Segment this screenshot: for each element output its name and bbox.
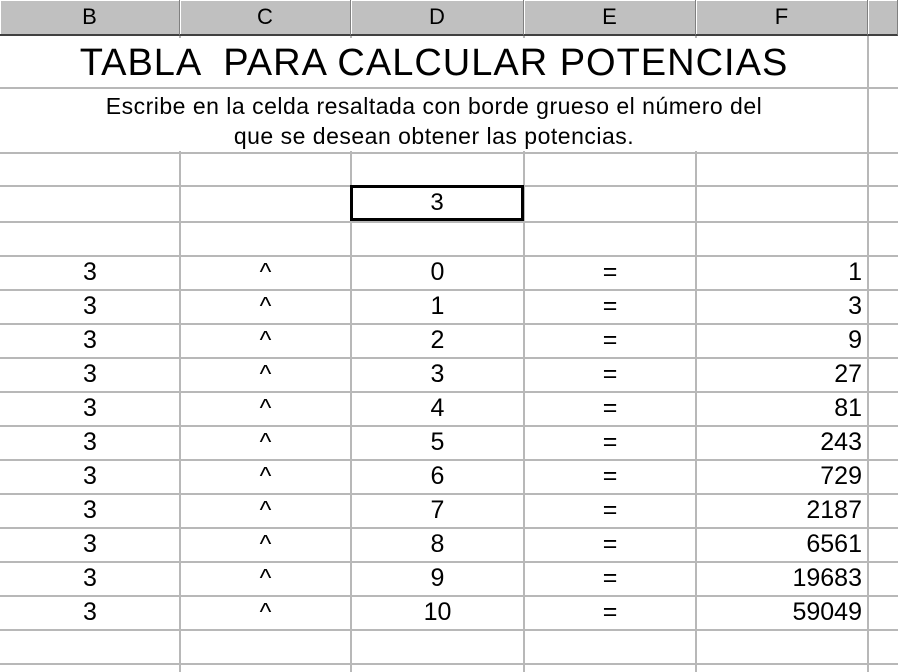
gridline-horizontal <box>0 629 898 631</box>
gridline-horizontal <box>0 663 898 665</box>
cell-equals[interactable]: = <box>602 462 618 490</box>
cell-operator[interactable]: ^ <box>259 496 272 524</box>
cell-result[interactable]: 243 <box>820 428 862 456</box>
cell-operator[interactable]: ^ <box>259 360 272 388</box>
cell-equals[interactable]: = <box>602 496 618 524</box>
cell-equals[interactable]: = <box>602 530 618 558</box>
cell-equals[interactable]: = <box>602 258 618 286</box>
instructions-line-1: Escribe en la celda resaltada con borde grueso el número del <box>105 93 763 119</box>
cell-operator[interactable]: ^ <box>259 292 272 320</box>
sheet-title: TABLA PARA CALCULAR POTENCIAS <box>79 41 789 84</box>
cell-equals[interactable]: = <box>602 360 618 388</box>
cell-base[interactable]: 3 <box>83 496 97 524</box>
cell-exponent[interactable]: 7 <box>430 496 445 524</box>
cell-exponent[interactable]: 4 <box>430 394 445 422</box>
column-header-b[interactable]: B <box>0 0 180 36</box>
cell-base[interactable]: 3 <box>83 462 97 490</box>
cell-result[interactable]: 81 <box>834 394 862 422</box>
cell-base[interactable]: 3 <box>83 258 97 286</box>
cell-base[interactable]: 3 <box>83 394 97 422</box>
cell-base[interactable]: 3 <box>83 598 97 626</box>
cell-base[interactable]: 3 <box>83 428 97 456</box>
column-header-e[interactable]: E <box>524 0 696 36</box>
cell-result[interactable]: 1 <box>848 258 862 286</box>
cell-base[interactable]: 3 <box>83 530 97 558</box>
cell-equals[interactable]: = <box>602 326 618 354</box>
cell-result[interactable]: 729 <box>820 462 862 490</box>
column-header-c[interactable]: C <box>180 0 351 36</box>
cell-base[interactable]: 3 <box>83 360 97 388</box>
cell-exponent[interactable]: 8 <box>430 530 445 558</box>
cell-result[interactable]: 3 <box>848 292 862 320</box>
cell-exponent[interactable]: 0 <box>430 258 445 286</box>
cell-exponent[interactable]: 3 <box>430 360 445 388</box>
column-header-f[interactable]: F <box>696 0 868 36</box>
cell-result[interactable]: 6561 <box>806 530 862 558</box>
gridline-horizontal <box>0 221 898 223</box>
cell-operator[interactable]: ^ <box>259 258 272 286</box>
cell-exponent[interactable]: 10 <box>423 598 452 626</box>
cell-operator[interactable]: ^ <box>259 326 272 354</box>
base-input-cell[interactable]: 3 <box>350 185 524 221</box>
cell-exponent[interactable]: 6 <box>430 462 445 490</box>
cell-result[interactable]: 9 <box>848 326 862 354</box>
cell-base[interactable]: 3 <box>83 292 97 320</box>
cell-result[interactable]: 2187 <box>806 496 862 524</box>
cell-operator[interactable]: ^ <box>259 394 272 422</box>
cell-base[interactable]: 3 <box>83 326 97 354</box>
cell-exponent[interactable]: 5 <box>430 428 445 456</box>
column-header-d[interactable]: D <box>351 0 524 36</box>
cell-operator[interactable]: ^ <box>259 462 272 490</box>
instructions-text <box>0 91 868 151</box>
cell-exponent[interactable]: 1 <box>430 292 445 320</box>
cell-exponent[interactable]: 2 <box>430 326 445 354</box>
cell-result[interactable]: 59049 <box>792 598 862 626</box>
cell-result[interactable]: 27 <box>834 360 862 388</box>
cell-base[interactable]: 3 <box>83 564 97 592</box>
cell-equals[interactable]: = <box>602 564 618 592</box>
cell-operator[interactable]: ^ <box>259 530 272 558</box>
cell-equals[interactable]: = <box>602 428 618 456</box>
cell-equals[interactable]: = <box>602 598 618 626</box>
column-header-g[interactable] <box>868 0 898 36</box>
gridline-horizontal <box>0 152 898 154</box>
cell-result[interactable]: 19683 <box>792 564 862 592</box>
cell-operator[interactable]: ^ <box>259 428 272 456</box>
cell-equals[interactable]: = <box>602 394 618 422</box>
cell-equals[interactable]: = <box>602 292 618 320</box>
cell-exponent[interactable]: 9 <box>430 564 445 592</box>
cell-operator[interactable]: ^ <box>259 598 272 626</box>
instructions-line-2: que se desean obtener las potencias. <box>233 123 635 149</box>
cell-operator[interactable]: ^ <box>259 564 272 592</box>
